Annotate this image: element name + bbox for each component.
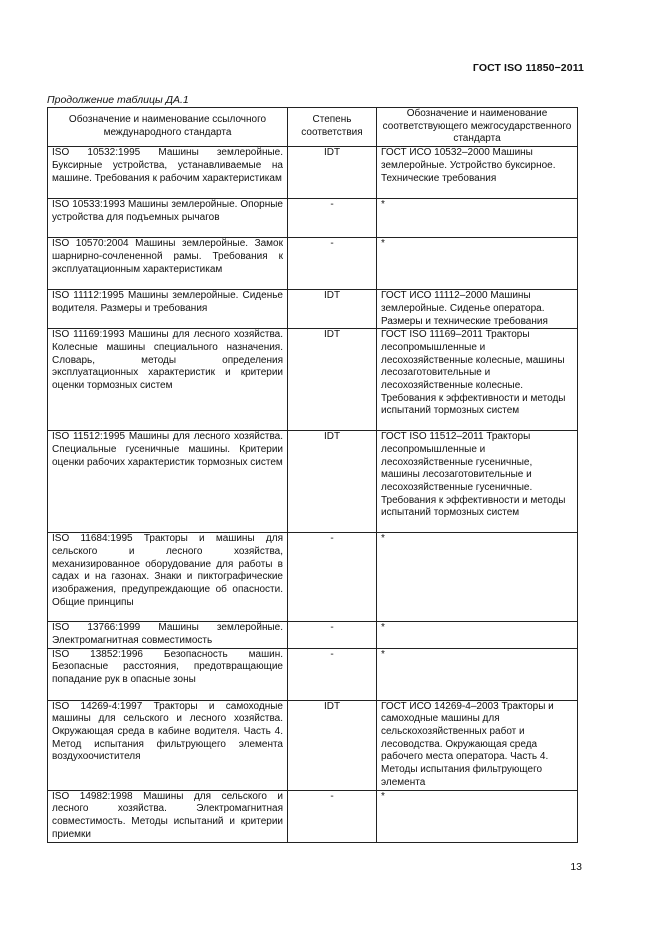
international-standard-cell: ISO 11684:1995 Тракторы и машины для сельского и лесного хозяйства, механизированное оборудование для работы в садах и на газонах. Знаки и пиктографические изображения, предупреждающие об опасности. Общие принципы bbox=[48, 533, 288, 622]
degree-cell: IDT bbox=[288, 329, 377, 431]
degree-cell: IDT bbox=[288, 147, 377, 199]
international-standard-cell: ISO 11169:1993 Машины для лесного хозяйства. Колесные машины специального назначения. Словарь, методы определения эксплуатационных характеристик и критерии оценки тормозных систем bbox=[48, 329, 288, 431]
table-row bbox=[48, 199, 578, 238]
international-standard-cell: ISO 10532:1995 Машины землеройные. Буксирные устройства, устанавливаемые на машине. Требования к рабочим характеристикам bbox=[48, 147, 288, 199]
column-header-degree-of-correspondence: Степень соответствия bbox=[288, 108, 377, 147]
degree-cell: - bbox=[288, 622, 377, 648]
international-standard-cell: ISO 13766:1999 Машины землеройные. Электромагнитная совместимость bbox=[48, 622, 288, 648]
table-row bbox=[48, 648, 578, 700]
international-standard-cell: ISO 10533:1993 Машины землеройные. Опорные устройства для подъемных рычагов bbox=[48, 199, 288, 238]
international-standard-cell: ISO 10570:2004 Машины землеройные. Замок шарнирно-сочлененной рамы. Требования к эксплуатационным характеристикам bbox=[48, 238, 288, 290]
degree-cell: - bbox=[288, 533, 377, 622]
page-number: 13 bbox=[570, 861, 582, 873]
standards-correspondence-table bbox=[47, 107, 578, 843]
degree-cell: IDT bbox=[288, 431, 377, 533]
table-row bbox=[48, 147, 578, 199]
table-row bbox=[48, 790, 578, 842]
interstate-standard-cell: * bbox=[377, 648, 578, 700]
table-row bbox=[48, 533, 578, 622]
interstate-standard-cell: ГОСТ ИСО 10532–2000 Машины землеройные. Устройство буксирное. Технические требования bbox=[377, 147, 578, 199]
interstate-standard-cell: * bbox=[377, 238, 578, 290]
column-header-international-standard: Обозначение и наименование ссылочного международного стандарта bbox=[48, 108, 288, 147]
degree-cell: - bbox=[288, 199, 377, 238]
international-standard-cell: ISO 11112:1995 Машины землеройные. Сиденье водителя. Размеры и требования bbox=[48, 290, 288, 329]
interstate-standard-cell: * bbox=[377, 533, 578, 622]
degree-cell: IDT bbox=[288, 700, 377, 790]
degree-cell: - bbox=[288, 790, 377, 842]
degree-cell: - bbox=[288, 238, 377, 290]
column-header-interstate-standard: Обозначение и наименование соответствующего межгосударственного стандарта bbox=[377, 108, 578, 147]
interstate-standard-cell: * bbox=[377, 622, 578, 648]
table-row bbox=[48, 329, 578, 431]
interstate-standard-cell: * bbox=[377, 790, 578, 842]
table-continuation-caption: Продолжение таблицы ДА.1 bbox=[47, 94, 189, 106]
table-row bbox=[48, 431, 578, 533]
interstate-standard-cell: ГОСТ ИСО 11112–2000 Машины землеройные. Сиденье оператора. Размеры и технические требования bbox=[377, 290, 578, 329]
international-standard-cell: ISO 13852:1996 Безопасность машин. Безопасные расстояния, предотвращающие попадание рук в опасные зоны bbox=[48, 648, 288, 700]
degree-cell: - bbox=[288, 648, 377, 700]
table-row bbox=[48, 238, 578, 290]
table-header-row bbox=[48, 108, 578, 147]
interstate-standard-cell: ГОСТ ISO 11512–2011 Тракторы лесопромышленные и лесохозяйственные гусеничные, машины лесозаготовительные и лесохозяйственные гусеничные. Требования к эффективности и методы испытаний тормозных систем bbox=[377, 431, 578, 533]
international-standard-cell: ISO 14982:1998 Машины для сельского и лесного хозяйства. Электромагнитная совместимость. Методы испытаний и критерии приемки bbox=[48, 790, 288, 842]
table-row bbox=[48, 622, 578, 648]
international-standard-cell: ISO 14269-4:1997 Тракторы и самоходные машины для сельского и лесного хозяйства. Окружающая среда в кабине водителя. Часть 4. Метод испытания фильтрующего элемента воздухоочистителя bbox=[48, 700, 288, 790]
interstate-standard-cell: ГОСТ ИСО 14269-4–2003 Тракторы и самоходные машины для сельскохозяйственных работ и лесоводства. Окружающая среда рабочего места оператора. Часть 4. Методы испытания фильтрующего элемента bbox=[377, 700, 578, 790]
interstate-standard-cell: * bbox=[377, 199, 578, 238]
document-code-header: ГОСТ ISO 11850−2011 bbox=[472, 62, 584, 74]
interstate-standard-cell: ГОСТ ISO 11169–2011 Тракторы лесопромышленные и лесохозяйственные колесные, машины лесозаготовительные и лесохозяйственные колесные. Требования к эффективности и методы испытаний тормозных систем bbox=[377, 329, 578, 431]
degree-cell: IDT bbox=[288, 290, 377, 329]
table-row bbox=[48, 290, 578, 329]
international-standard-cell: ISO 11512:1995 Машины для лесного хозяйства. Специальные гусеничные машины. Критерии оценки рабочих характеристик тормозных систем bbox=[48, 431, 288, 533]
table-row bbox=[48, 700, 578, 790]
